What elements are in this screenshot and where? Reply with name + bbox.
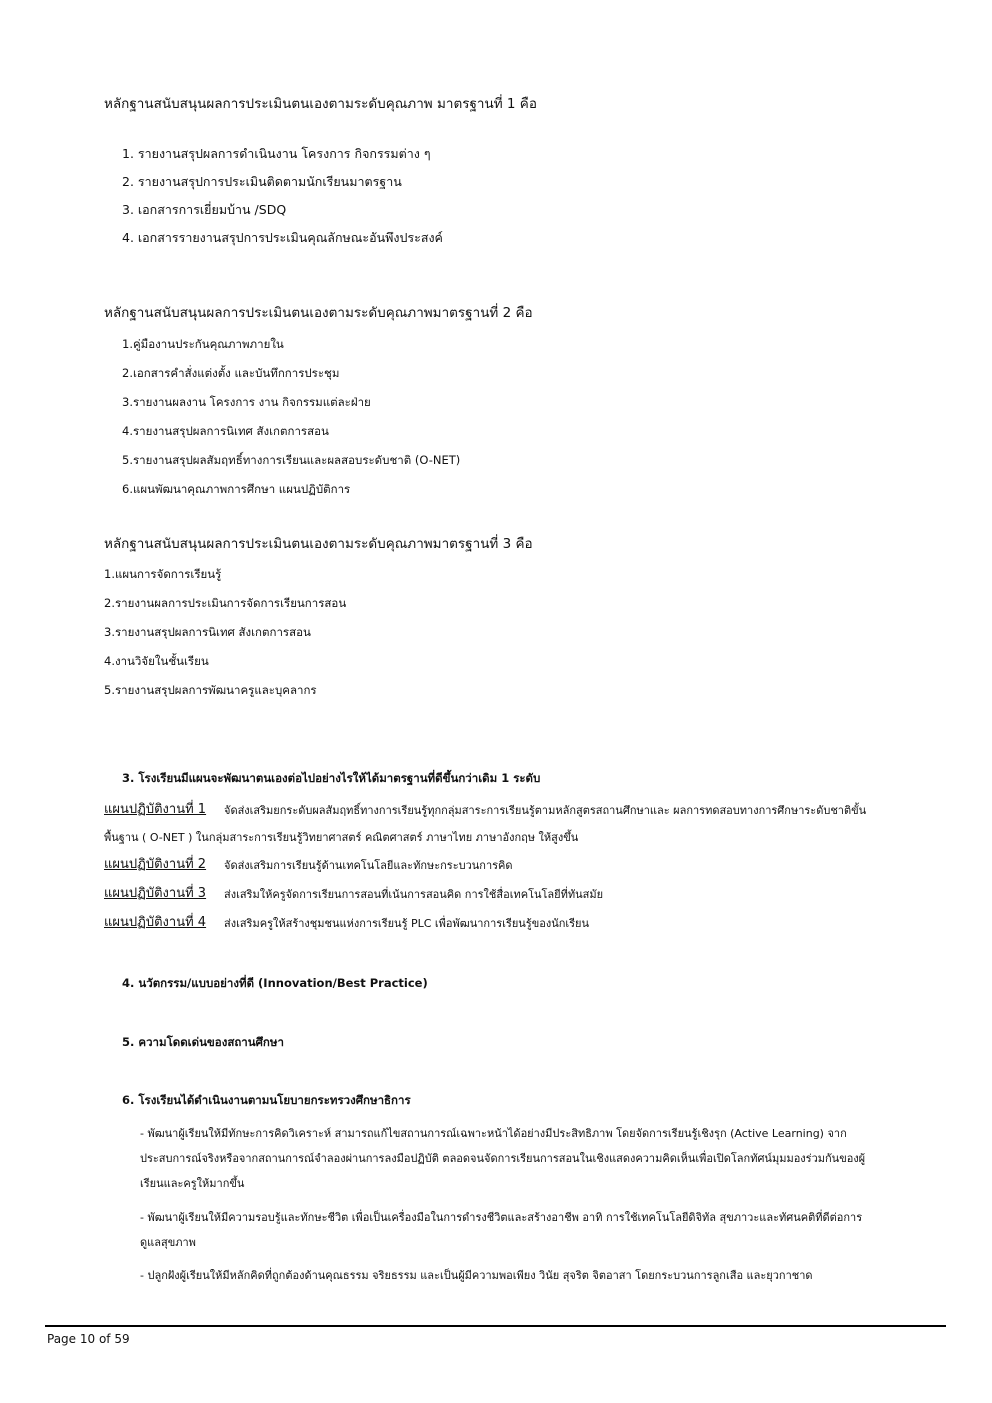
std1-item: 4. เอกสารรายงานสรุปการประเมินคุณลักษณะอันพึงประสงค์ — [122, 230, 443, 245]
plan-text: จัดส่งเสริมการเรียนรู้ด้านเทคโนโลยีและทักษะกระบวนการคิด — [224, 859, 513, 872]
plan-text: จัดส่งเสริมยกระดับผลสัมฤทธิ์ทางการเรียนรู้ทุกกลุ่มสาระการเรียนรู้ตามหลักสูตรสถานศึกษาและ ผลการทดสอบทางการศึกษาระดับชาติขั้น — [224, 804, 867, 817]
std1-item: 3. เอกสารการเยี่ยมบ้าน /SDQ — [122, 202, 287, 217]
std3-item: 2.รายงานผลการประเมินการจัดการเรียนการสอน — [104, 596, 347, 610]
std3-item: 3.รายงานสรุปผลการนิเทศ สังเกตการสอน — [104, 625, 311, 639]
std2-item: 3.รายงานผลงาน โครงการ งาน กิจกรรมแต่ละฝ่าย — [122, 395, 371, 409]
plan-text: ส่งเสริมครูให้สร้างชุมชนแห่งการเรียนรู้ PLC เพื่อพัฒนาการเรียนรู้ของนักเรียน — [224, 917, 590, 930]
policy-bullet-line: ดูแลสุขภาพ — [140, 1236, 196, 1249]
plan-label: แผนปฏิบัติงานที่ 3 — [104, 886, 207, 901]
std2-item: 1.คู่มืองานประกันคุณภาพภายใน — [122, 337, 284, 351]
std1-item: 1. รายงานสรุปผลการดำเนินงาน โครงการ กิจกรรมต่าง ๆ — [122, 146, 431, 161]
std3-item: 4.งานวิจัยในชั้นเรียน — [104, 654, 209, 668]
plan-text: ส่งเสริมให้ครูจัดการเรียนการสอนที่เน้นการสอนคิด การใช้สื่อเทคโนโลยีที่ทันสมัย — [224, 888, 604, 901]
policy-bullet-line: - พัฒนาผู้เรียนให้มีทักษะการคิดวิเคราะห์ สามารถแก้ไขสถานการณ์เฉพาะหน้าได้อย่างมีประสิทธิภาพ โดยจัดการเรียนรู้เชิงรุก (Active Learning) จาก — [140, 1127, 847, 1140]
section3-heading: 3. โรงเรียนมีแผนจะพัฒนาตนเองต่อไปอย่างไรให้ได้มาตรฐานที่ดีขึ้นกว่าเดิม 1 ระดับ — [122, 771, 541, 785]
policy-bullet-line: เรียนและครูให้มากขึ้น — [140, 1177, 245, 1190]
std2-item: 4.รายงานสรุปผลการนิเทศ สังเกตการสอน — [122, 424, 329, 438]
std3-item: 5.รายงานสรุปผลการพัฒนาครูและบุคลากร — [104, 683, 317, 697]
policy-bullet-line: - ปลูกฝังผู้เรียนให้มีหลักคิดที่ถูกต้องด้านคุณธรรม จริยธรรม และเป็นผู้มีความพอเพียง วินัย สุจริต จิตอาสา โดยกระบวนการลูกเสือ และยุวกาชาด — [140, 1269, 813, 1282]
page-number: Page 10 of 59 — [47, 1332, 130, 1346]
policy-bullet-line: - พัฒนาผู้เรียนให้มีความรอบรู้และทักษะชีวิต เพื่อเป็นเครื่องมือในการดำรงชีวิตและสร้างอาชีพ อาทิ การใช้เทคโนโลยีดิจิทัล สุขภาวะและทัศนคติที่ดีต่อการ — [140, 1211, 863, 1224]
std2-heading: หลักฐานสนับสนุนผลการประเมินตนเองตามระดับคุณภาพมาตรฐานที่ 2 คือ — [104, 305, 533, 321]
footer-rule — [45, 1325, 946, 1327]
section4-heading: 4. นวัตกรรม/แบบอย่างที่ดี (Innovation/Best Practice) — [122, 976, 428, 990]
std3-item: 1.แผนการจัดการเรียนรู้ — [104, 567, 222, 581]
std3-heading: หลักฐานสนับสนุนผลการประเมินตนเองตามระดับคุณภาพมาตรฐานที่ 3 คือ — [104, 536, 533, 552]
policy-bullet-line: ประสบการณ์จริงหรือจากสถานการณ์จำลองผ่านการลงมือปฏิบัติ ตลอดจนจัดการเรียนการสอนในเชิงแสดงความคิดเห็นเพื่อเปิดโลกทัศน์มุมมองร่วมกันของผู้ — [140, 1152, 866, 1165]
std2-item: 6.แผนพัฒนาคุณภาพการศึกษา แผนปฏิบัติการ — [122, 482, 351, 496]
std1-heading: หลักฐานสนับสนุนผลการประเมินตนเองตามระดับคุณภาพ มาตรฐานที่ 1 คือ — [104, 96, 537, 112]
std2-item: 5.รายงานสรุปผลสัมฤทธิ์ทางการเรียนและผลสอบระดับชาติ (O-NET) — [122, 453, 461, 467]
section6-heading: 6. โรงเรียนได้ดำเนินงานตามนโยบายกระทรวงศึกษาธิการ — [122, 1093, 411, 1107]
section5-heading: 5. ความโดดเด่นของสถานศึกษา — [122, 1035, 284, 1049]
plan-text-continued: พื้นฐาน ( O-NET ) ในกลุ่มสาระการเรียนรู้วิทยาศาสตร์ คณิตศาสตร์ ภาษาไทย ภาษาอังกฤษ ให้สูงขึ้น — [104, 831, 579, 844]
plan-label: แผนปฏิบัติงานที่ 2 — [104, 857, 207, 872]
plan-label: แผนปฏิบัติงานที่ 4 — [104, 915, 207, 930]
std1-item: 2. รายงานสรุปการประเมินติดตามนักเรียนมาตรฐาน — [122, 174, 402, 189]
plan-label: แผนปฏิบัติงานที่ 1 — [104, 802, 207, 817]
std2-item: 2.เอกสารคำสั่งแต่งตั้ง และบันทึกการประชุม — [122, 366, 340, 380]
